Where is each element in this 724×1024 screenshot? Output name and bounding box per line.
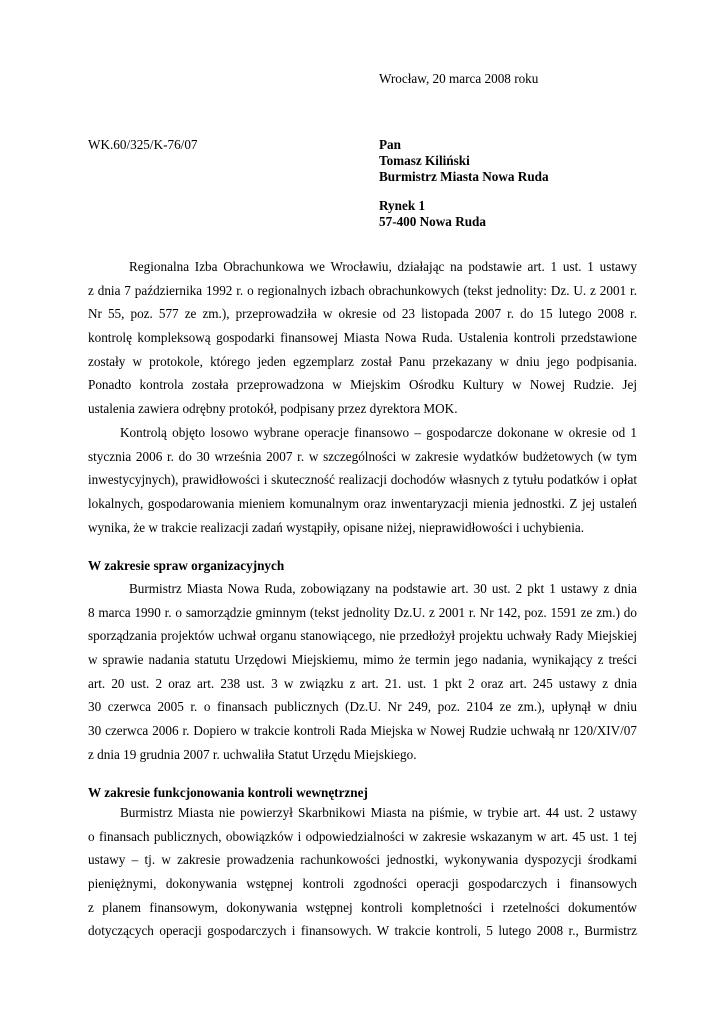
intro-paragraph-1 — [88, 259, 637, 425]
text-line: 30 czerwca 2006 r. Dopiero w trakcie kontroli Rada Miejska w Nowej Rudzie uchwałą nr 120/XIV/07 — [88, 723, 637, 739]
text-line: kontrolę kompleksową gospodarki finansowej Miasta Nowa Ruda. Ustalenia kontroli przedstawione — [88, 330, 637, 346]
text-line: sporządzania projektów uchwał organu stanowiącego, nie przedłożył projektu uchwały Rady Miejskiej — [88, 628, 637, 644]
text-line: o finansach publicznych, obowiązków i odpowiedzialności w zakresie wskazanym w art. 45 ust. 1 tej — [88, 828, 637, 844]
recipient-street: Rynek 1 — [379, 198, 426, 213]
section-heading-organizational: W zakresie spraw organizacyjnych — [88, 558, 285, 573]
recipient-title: Burmistrz Miasta Nowa Ruda — [379, 169, 549, 184]
text-line: pieniężnymi, dokonywania wstępnej kontroli zgodności operacji gospodarczych i finansowych — [88, 876, 637, 892]
text-line: z planem finansowym, dokonywania wstępnej kontroli kompletności i rzetelności dokumentów — [88, 899, 637, 915]
recipient-name: Tomasz Kiliński — [379, 153, 470, 168]
text-line: Ponadto kontrola została przeprowadzona w Miejskim Ośrodku Kultury w Nowej Rudzie. Jej — [88, 377, 637, 393]
text-line: Regionalna Izba Obrachunkowa we Wrocławiu, działając na podstawie art. 1 ust. 1 ustawy — [129, 259, 637, 274]
section-heading-internal-control: W zakresie funkcjonowania kontroli wewnętrznej — [88, 785, 368, 800]
text-line: stycznia 2006 r. do 30 września 2007 r. w szczególności w zakresie wydatków budżetowych (w tym — [88, 448, 637, 464]
section-organizational-body — [88, 581, 637, 771]
reference-number: WK.60/325/K-76/07 — [88, 137, 198, 152]
text-line: wynika, że w trakcie realizacji zadań wystąpiły, opisane niżej, nieprawidłowości i uchybienia. — [88, 519, 585, 535]
place-date: Wrocław, 20 marca 2008 roku — [379, 71, 539, 86]
text-line: ustawy – tj. w zakresie prowadzenia rachunkowości jednostki, wykonywania dyspozycji środkami — [88, 852, 637, 868]
section-internal-control-body — [88, 805, 637, 947]
text-line: zostały w protokole, którego jeden egzemplarz został Panu przekazany w dniu jego podpisania. — [88, 353, 637, 369]
text-line: ustalenia zawiera odrębny protokół, podpisany przez dyrektora MOK. — [88, 401, 458, 417]
text-line: z dnia 19 grudnia 2007 r. uchwaliła Statut Urzędu Miejskiego. — [88, 746, 417, 762]
recipient-salutation: Pan — [379, 137, 401, 152]
text-line: lokalnych, gospodarowania mieniem komunalnym oraz inwentaryzacji mienia jednostki. Z jej ustaleń — [88, 496, 637, 512]
text-line: 30 czerwca 2005 r. o finansach publicznych (Dz.U. Nr 249, poz. 2104 ze zm.), upłynął w dniu — [88, 699, 637, 715]
text-line: z dnia 7 października 1992 r. o regionalnych izbach obrachunkowych (tekst jednolity: Dz. U. z 2001 r. — [88, 282, 637, 298]
text-line: 8 marca 1990 r. o samorządzie gminnym (tekst jednolity Dz.U. z 2001 r. Nr 142, poz. 1591 ze zm.) do — [88, 604, 637, 620]
text-line: w sprawie nadania statutu Urzędowi Miejskiemu, mimo że termin jego nadania, wynikający z treści — [88, 652, 637, 668]
text-line: Burmistrz Miasta Nowa Ruda, zobowiązany na podstawie art. 30 ust. 2 pkt 1 ustawy z dnia — [129, 581, 637, 596]
text-line: Burmistrz Miasta nie powierzył Skarbnikowi Miasta na piśmie, w trybie art. 44 ust. 2 ustawy — [120, 805, 637, 820]
intro-paragraph-2 — [88, 425, 637, 543]
text-line: art. 20 ust. 2 oraz art. 238 ust. 3 w związku z art. 21. ust. 1 pkt 2 oraz art. 245 ustawy z dnia — [88, 675, 637, 691]
text-line: dotyczących operacji gospodarczych i finansowych. W trakcie kontroli, 5 lutego 2008 r., Burmistrz — [88, 923, 637, 939]
recipient-postal-city: 57-400 Nowa Ruda — [379, 214, 486, 229]
text-line: inwestycyjnych), prawidłowości i skuteczność realizacji dochodów własnych z tytułu podatków i opłat — [88, 472, 637, 488]
text-line: Kontrolą objęto losowo wybrane operacje finansowo – gospodarcze dokonane w okresie od 1 — [120, 425, 637, 440]
text-line: Nr 55, poz. 577 ze zm.), przeprowadziła w okresie od 23 listopada 2007 r. do 15 lutego 2008 r. — [88, 306, 637, 322]
